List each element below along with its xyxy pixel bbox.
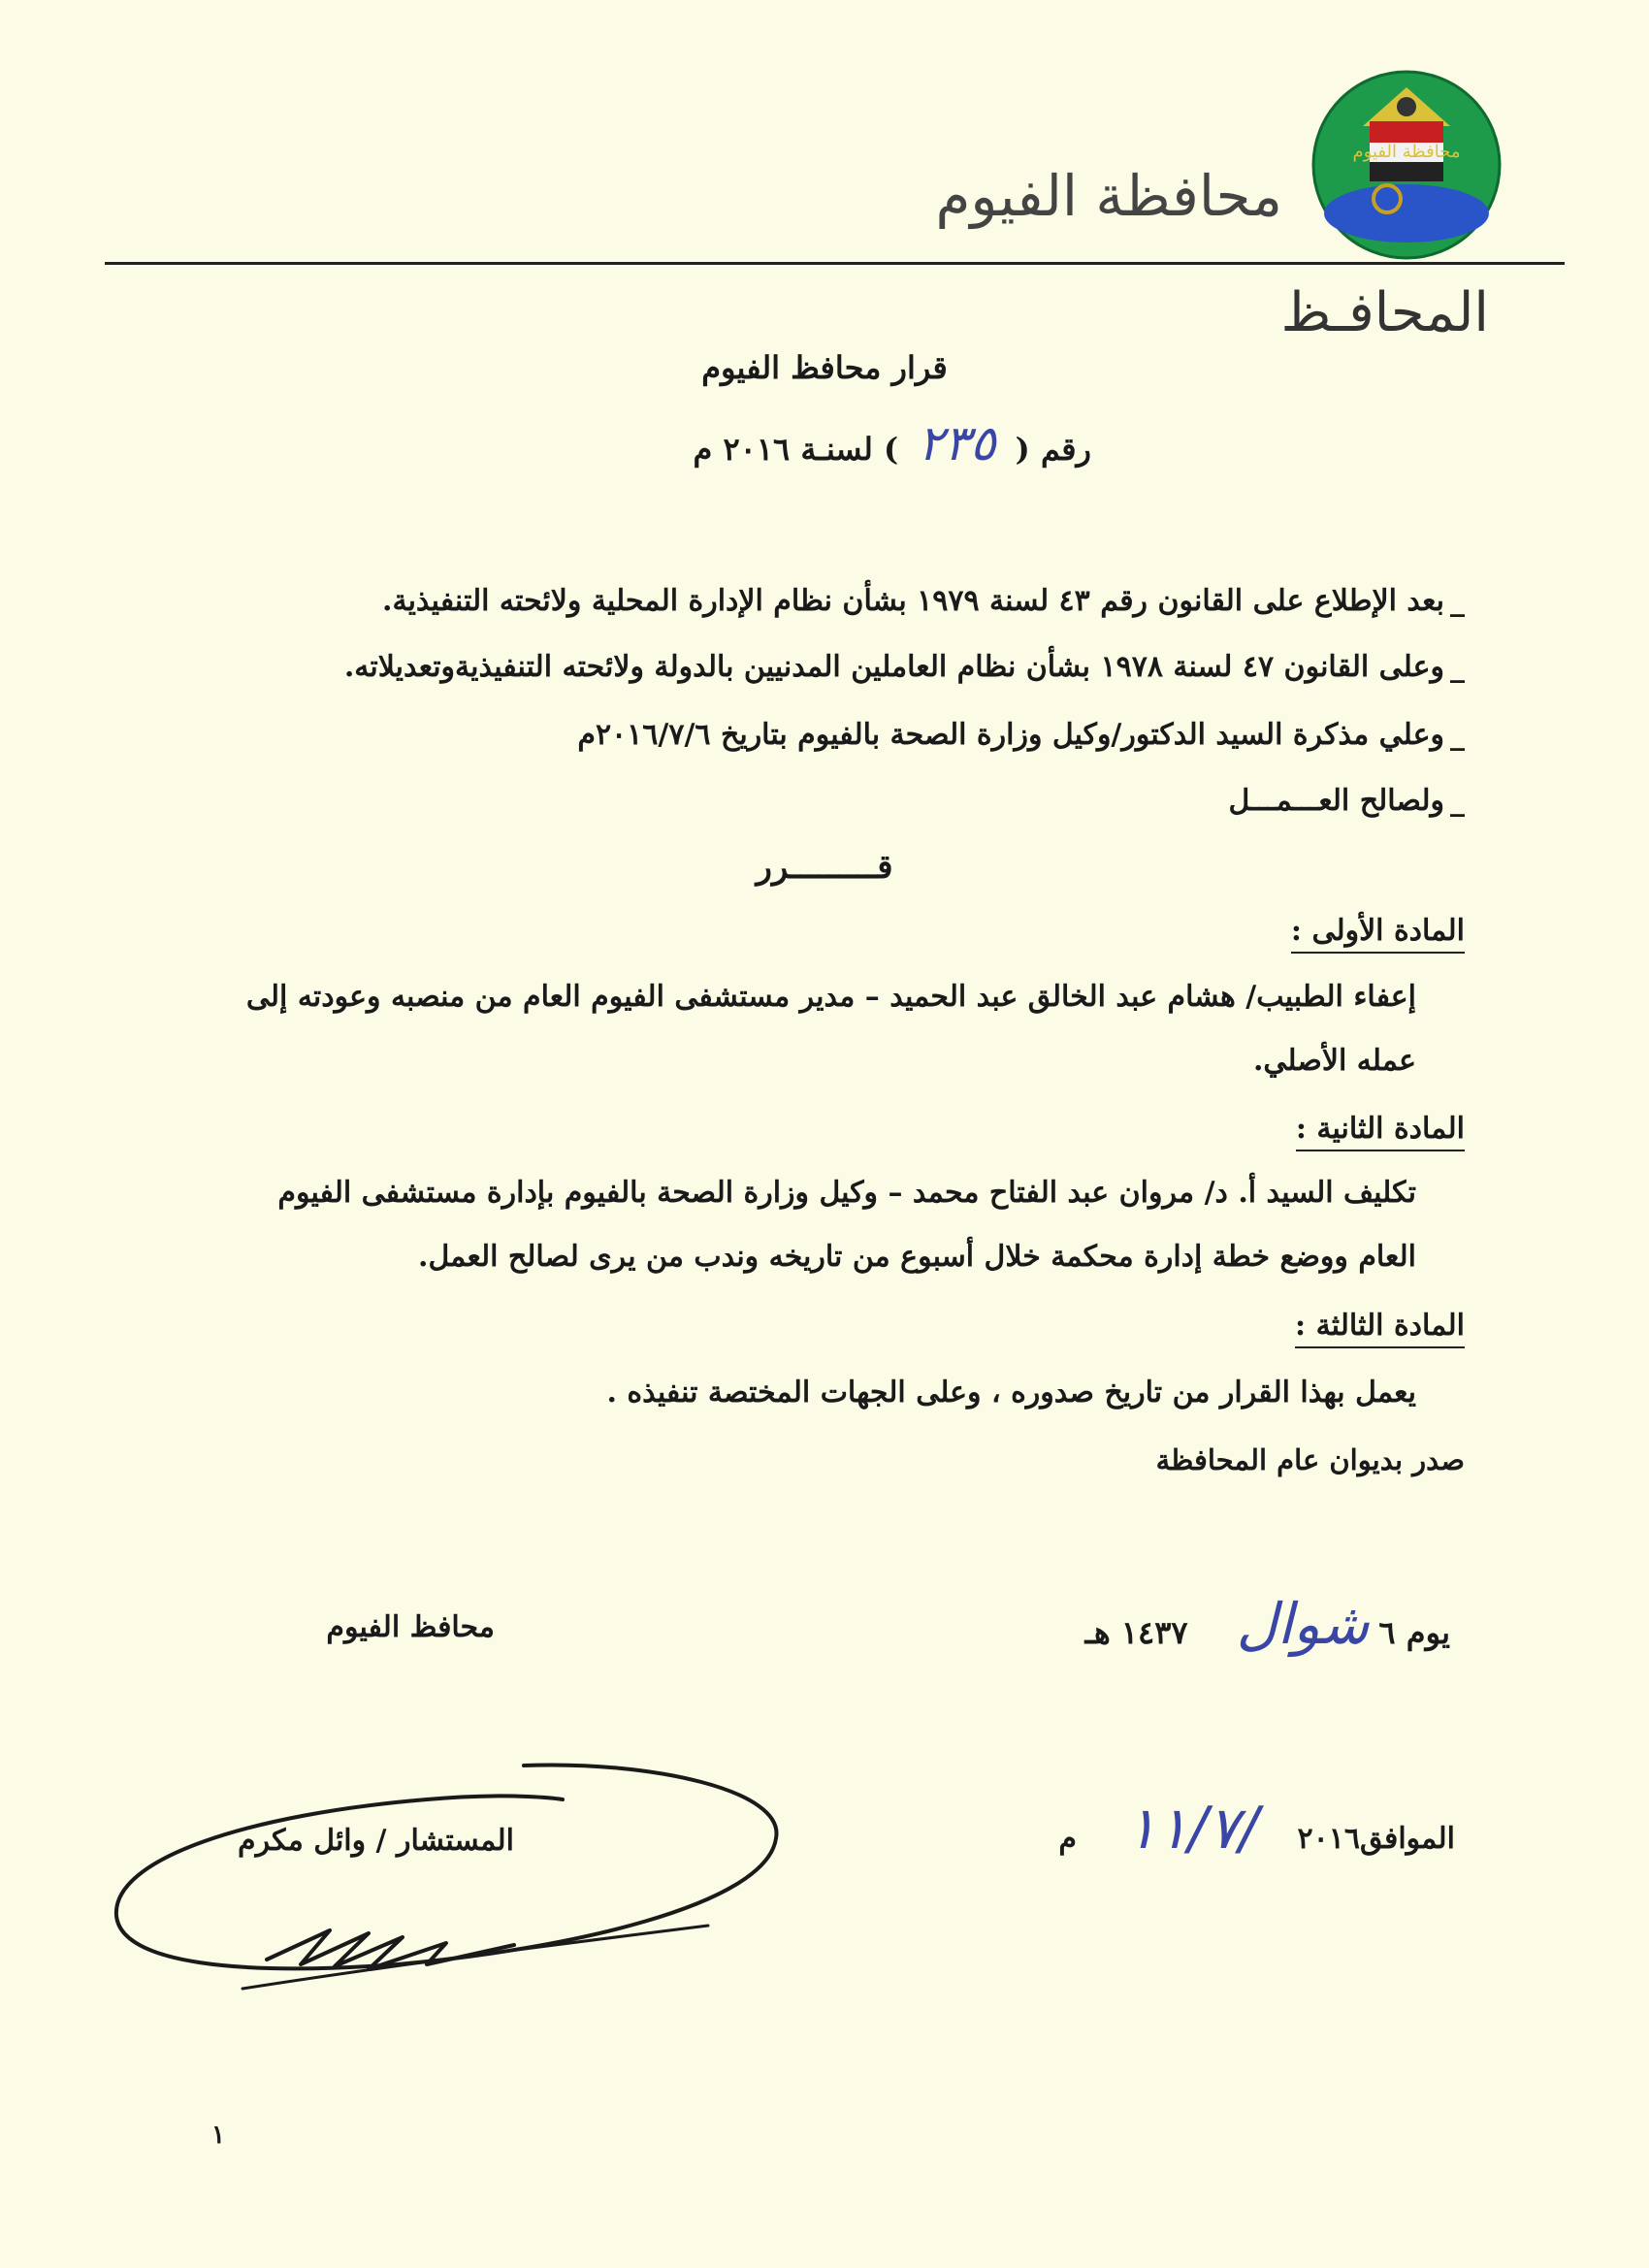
number-prefix: رقم ( bbox=[1015, 431, 1091, 468]
adviser-name: المستشار / وائل مكرم bbox=[238, 1824, 514, 1858]
article-heading: المادة الثانية : bbox=[1296, 1112, 1465, 1151]
issued-at: صدر بديوان عام المحافظة bbox=[1155, 1443, 1465, 1476]
office-title: المحافـظ bbox=[1280, 281, 1489, 344]
preamble-item: _وعلي مذكرة السيد الدكتور/وكيل وزارة الصحة بالفيوم بتاريخ ٢٠١٦/٧/٦م bbox=[577, 718, 1465, 752]
decided-heading: قـــــــــرر bbox=[756, 848, 893, 887]
handwritten-month: شوال bbox=[1236, 1591, 1370, 1657]
hijri-date: يوم ٦شوال١٤٣٧ هـ bbox=[1084, 1591, 1450, 1657]
article-line: العام ووضع خطة إدارة محكمة خلال أسبوع من تاريخه وندب من يرى لصالح العمل. bbox=[418, 1240, 1416, 1274]
header-divider bbox=[105, 262, 1565, 265]
governorate-emblem-icon bbox=[1310, 68, 1504, 262]
governorate-name: محافظة الفيوم bbox=[935, 163, 1282, 229]
article-line: عمله الأصلي. bbox=[1252, 1044, 1416, 1078]
article-line: إعفاء الطبيب/ هشام عبد الخالق عبد الحميد – مدير مستشفى الفيوم العام من منصبه وعودته إلى bbox=[245, 980, 1416, 1014]
signature-scribble bbox=[107, 1722, 805, 2003]
article-heading: المادة الأولى : bbox=[1291, 914, 1465, 954]
page-number: ١ bbox=[211, 2121, 225, 2150]
article-line: تكليف السيد أ. د/ مروان عبد الفتاح محمد – وكيل وزارة الصحة بالفيوم بإدارة مستشفى الفيوم bbox=[277, 1176, 1416, 1210]
svg-text:محافظة الفيوم: محافظة الفيوم bbox=[1352, 142, 1461, 162]
article-heading: المادة الثالثة : bbox=[1295, 1309, 1465, 1348]
gregorian-date: الموافق١١/٧/٢٠١٦ م bbox=[1058, 1795, 1455, 1863]
number-suffix: ) لسنـة ٢٠١٦ م bbox=[693, 431, 899, 468]
preamble-item: _بعد الإطلاع على القانون رقم ٤٣ لسنة ١٩٧٩ بشأن نظام الإدارة المحلية ولائحته التنفيذية. bbox=[382, 584, 1465, 618]
preamble-item: _وعلى القانون ٤٧ لسنة ١٩٧٨ بشأن نظام العاملين المدنيين بالدولة ولائحته التنفيذيةوتعديلاته. bbox=[343, 650, 1465, 684]
preamble-item: _ولصالح العـــمـــل bbox=[1228, 784, 1465, 818]
decision-title: قرار محافظ الفيوم bbox=[701, 349, 948, 386]
article-line: يعمل بهذا القرار من تاريخ صدوره ، وعلى الجهات المختصة تنفيذه . bbox=[606, 1376, 1416, 1409]
handwritten-date: ١١/٧/ bbox=[1125, 1795, 1259, 1863]
governor-signature-title: محافظ الفيوم bbox=[326, 1610, 495, 1644]
handwritten-number: ٢٣٥ bbox=[918, 415, 996, 471]
decision-number bbox=[693, 415, 1091, 471]
